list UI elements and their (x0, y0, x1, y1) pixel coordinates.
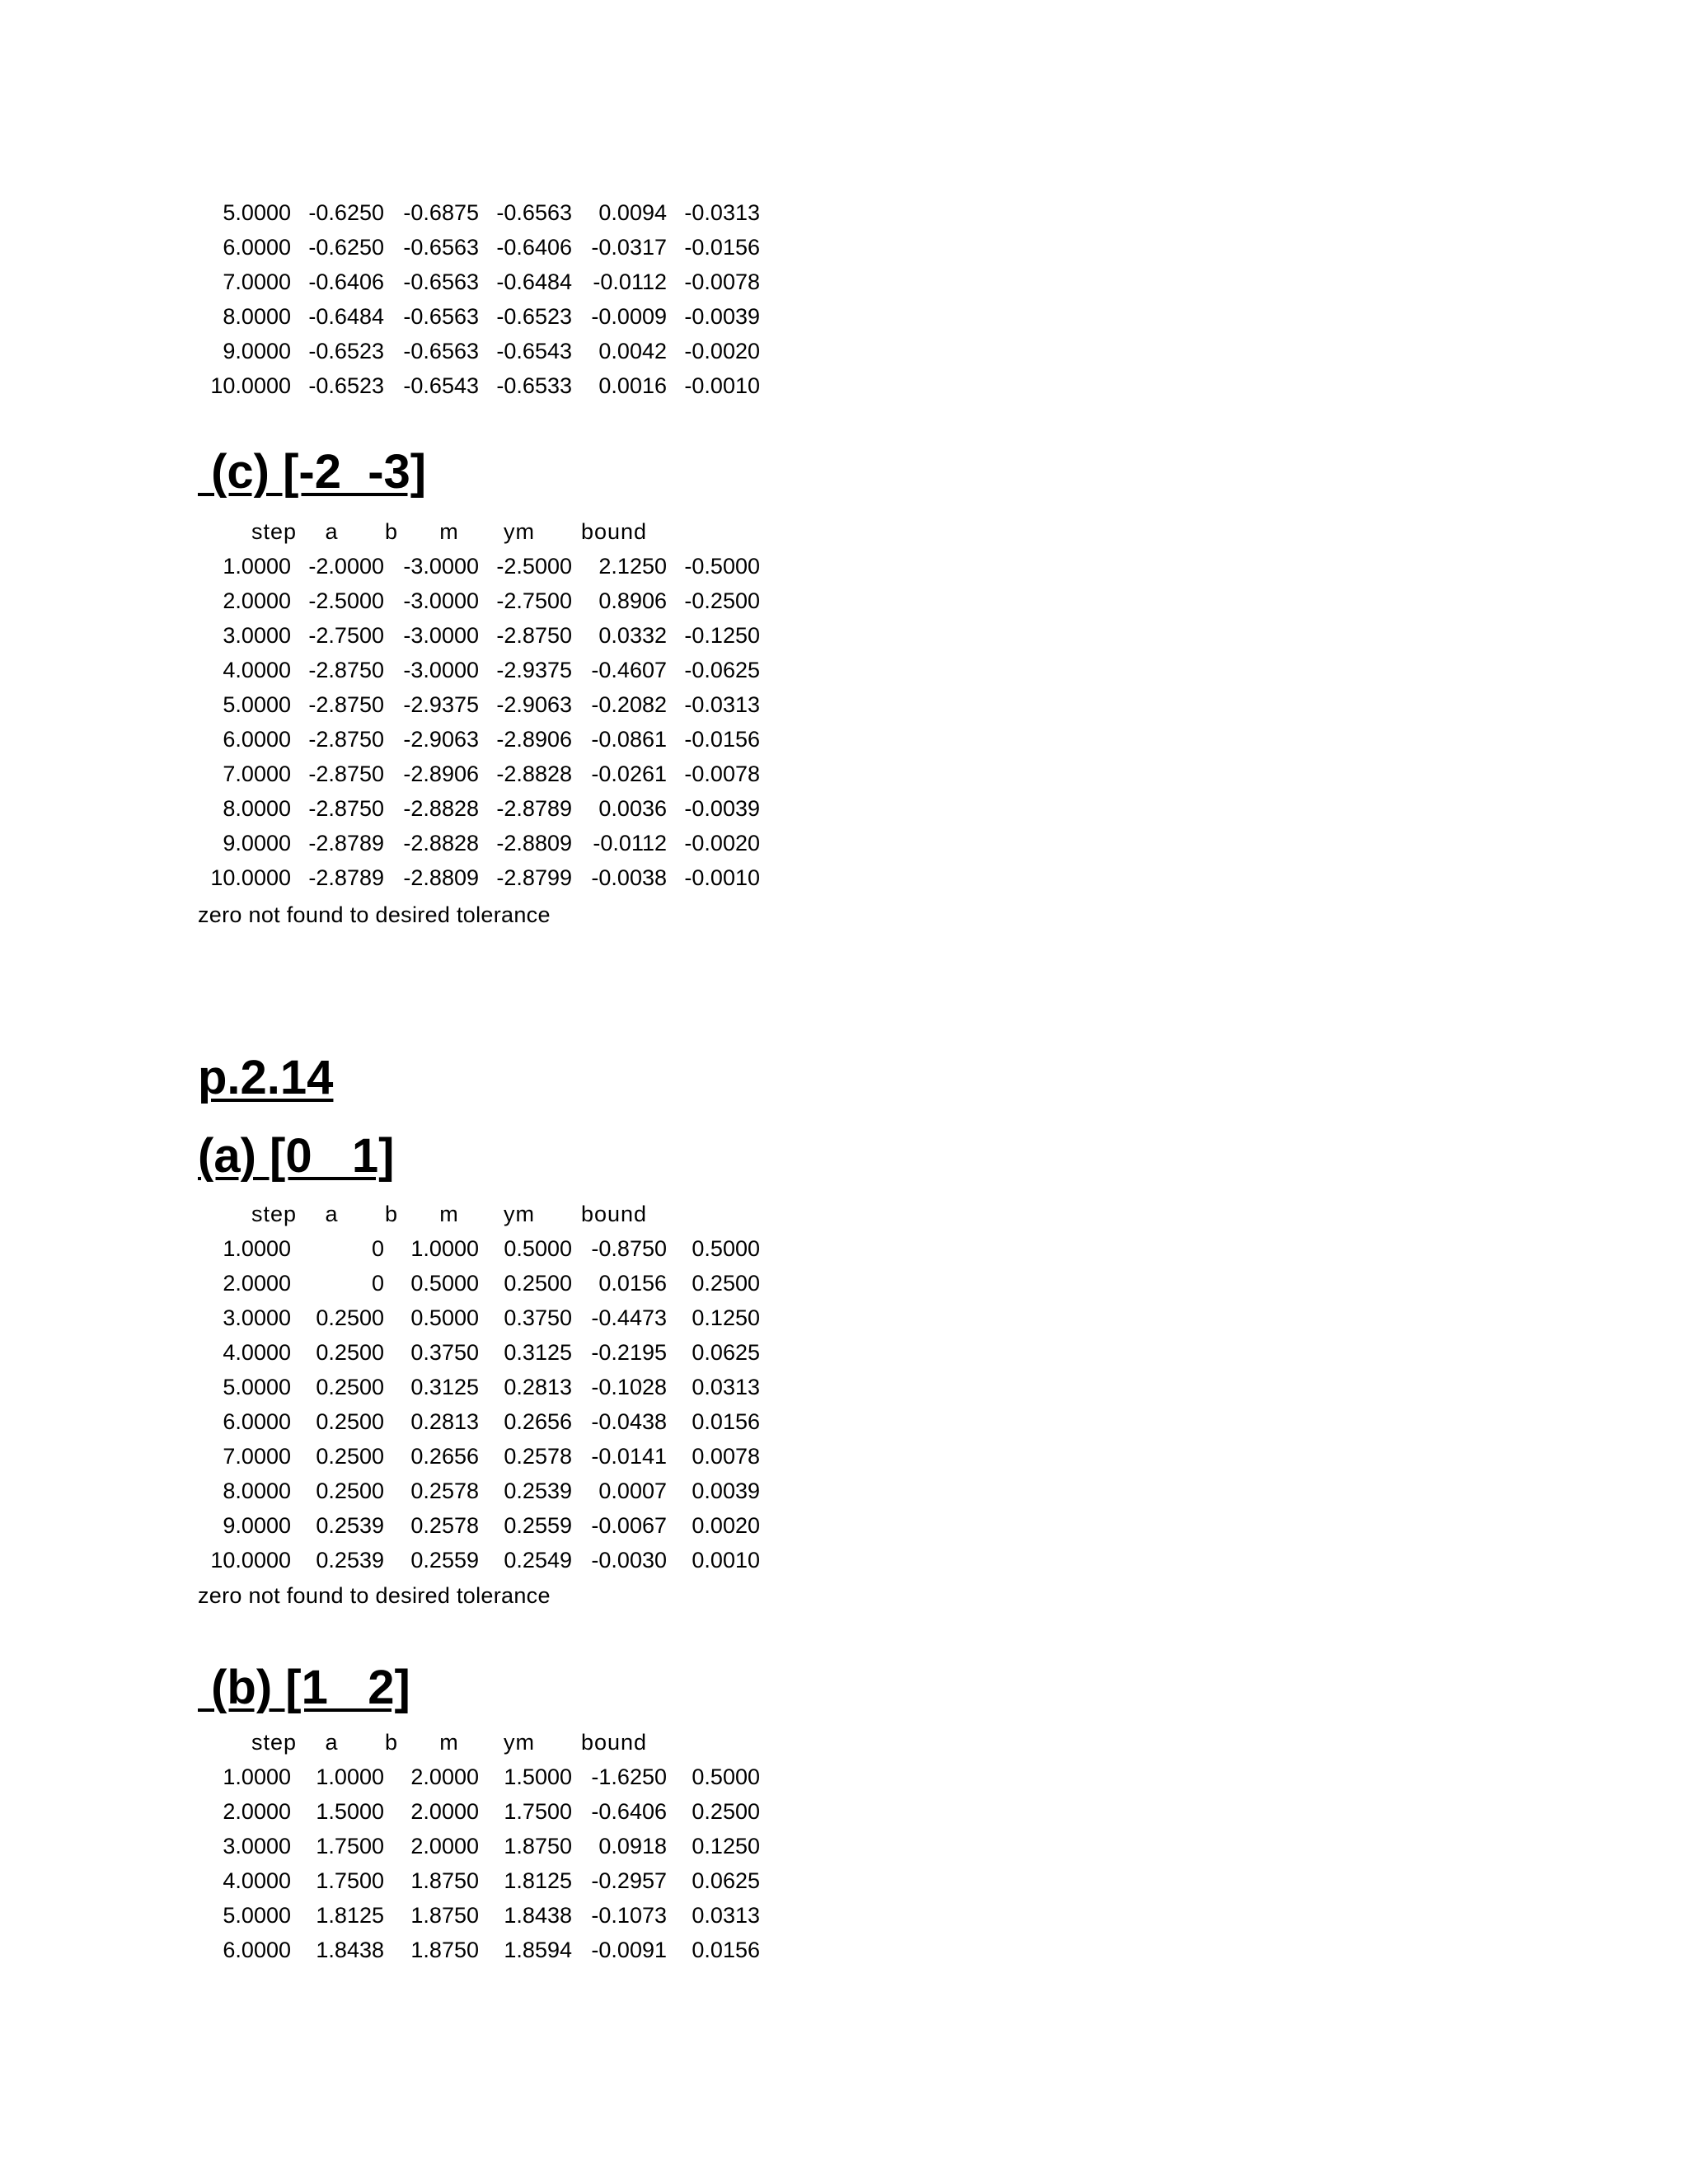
table-row (198, 1794, 760, 1829)
table-cell-m: 0.2500 (504, 1271, 572, 1296)
table-row (198, 1829, 760, 1863)
table-cell-a: -2.8789 (308, 865, 384, 890)
table-cell-a: -0.6523 (308, 339, 384, 363)
table-cell-bound: 0.1250 (692, 1305, 760, 1330)
table-row (198, 618, 760, 653)
table-cell-a: -0.6250 (308, 235, 384, 260)
column-header-m: m (439, 1730, 459, 1755)
column-header-m: m (439, 1202, 459, 1226)
table-cell-bound: 0.0010 (692, 1548, 760, 1572)
table-cell-a: 1.0000 (316, 1765, 384, 1789)
table-cell-b: -3.0000 (403, 588, 479, 613)
table-cell-step: 10.0000 (210, 373, 291, 398)
table-cell-ym: 0.0007 (598, 1479, 667, 1503)
table-cell-m: -0.6484 (496, 269, 572, 294)
table-cell-step: 7.0000 (223, 1444, 291, 1469)
table-row (198, 1863, 760, 1898)
table-cell-step: 3.0000 (223, 1305, 291, 1330)
table-cell-bound: 0.0078 (692, 1444, 760, 1469)
table-cell-ym: 0.0332 (598, 623, 667, 648)
table-row (198, 1266, 760, 1301)
table-cell-ym: -0.2957 (591, 1868, 667, 1893)
column-header-ym: ym (504, 1730, 535, 1755)
table-cell-step: 1.0000 (223, 1236, 291, 1261)
table-cell-m: -2.5000 (496, 554, 572, 579)
table-row (198, 368, 760, 403)
table-cell-m: 0.3125 (504, 1340, 572, 1365)
table-cell-m: 1.8594 (504, 1938, 572, 1962)
table-cell-ym: -0.0067 (591, 1513, 667, 1538)
table-cell-b: -2.9063 (403, 727, 479, 752)
table-cell-bound: -0.0078 (684, 762, 760, 786)
table-cell-a: 0.2500 (316, 1444, 384, 1469)
column-header-b: b (384, 1202, 399, 1226)
table-a (198, 1197, 760, 1577)
table-cell-bound: -0.0020 (684, 339, 760, 363)
table-cell-ym: -0.6406 (591, 1799, 667, 1824)
table-row (198, 1474, 760, 1508)
table-cell-m: 0.2539 (504, 1479, 572, 1503)
table-cell-bound: 0.0020 (692, 1513, 760, 1538)
table-row (198, 757, 760, 791)
heading-a: (a) [0 1] (198, 1129, 395, 1183)
table-cell-m: -0.6406 (496, 235, 572, 260)
table-cell-a: -2.8750 (308, 658, 384, 682)
table-cell-bound: 0.0313 (692, 1903, 760, 1928)
table-cell-step: 3.0000 (223, 1834, 291, 1858)
table-cell-step: 8.0000 (223, 1479, 291, 1503)
table-cell-ym: -0.0112 (593, 269, 667, 294)
table-cell-m: -2.9375 (496, 658, 572, 682)
note-a: zero not found to desired tolerance (198, 1583, 551, 1608)
table-cell-ym: -0.0861 (591, 727, 667, 752)
table-cell-bound: 0.5000 (692, 1236, 760, 1261)
table-cell-a: -2.8750 (308, 692, 384, 717)
table-cell-bound: -0.0156 (684, 235, 760, 260)
table-cell-ym: -0.2195 (591, 1340, 667, 1365)
table-cell-b: -2.8809 (403, 865, 479, 890)
table-cell-b: -2.8906 (403, 762, 479, 786)
table-cell-m: 0.2578 (504, 1444, 572, 1469)
table-row (198, 1898, 760, 1933)
table-cell-step: 6.0000 (223, 235, 291, 260)
table-cell-ym: 0.0016 (598, 373, 667, 398)
table-cell-b: 0.2559 (410, 1548, 479, 1572)
table-row (198, 1404, 760, 1439)
table-cell-m: 0.2656 (504, 1409, 572, 1434)
table-cell-b: 0.2813 (410, 1409, 479, 1434)
table-cell-a: -2.8750 (308, 762, 384, 786)
table-row (198, 1231, 760, 1266)
table-cell-bound: -0.0010 (684, 865, 760, 890)
table-cell-m: -2.9063 (496, 692, 572, 717)
table-cell-m: -0.6533 (496, 373, 572, 398)
table-cell-b: 2.0000 (410, 1799, 479, 1824)
table-cell-b: -0.6563 (403, 339, 479, 363)
table-cell-ym: -0.0112 (593, 831, 667, 855)
table-cell-m: 0.5000 (504, 1236, 572, 1261)
table-cell-a: 0.2500 (316, 1305, 384, 1330)
table-cell-m: -0.6543 (496, 339, 572, 363)
table-cell-b: -3.0000 (403, 623, 479, 648)
heading-c: (c) [-2 -3] (198, 445, 427, 499)
table-cell-ym: -0.0261 (591, 762, 667, 786)
table-cell-a: 1.7500 (316, 1834, 384, 1858)
table-cell-bound: 0.2500 (692, 1271, 760, 1296)
table-cell-a: -0.6406 (308, 269, 384, 294)
table-cell-b: 0.2656 (410, 1444, 479, 1469)
column-header-ym: ym (504, 519, 535, 544)
table-cell-m: -2.8906 (496, 727, 572, 752)
table-cell-m: -2.7500 (496, 588, 572, 613)
table-cell-b: 0.3750 (410, 1340, 479, 1365)
table-cell-bound: 0.0156 (692, 1938, 760, 1962)
note-c: zero not found to desired tolerance (198, 902, 551, 927)
table-cell-b: 0.3125 (410, 1375, 479, 1399)
table-cell-step: 10.0000 (210, 1548, 291, 1572)
table-row (198, 549, 760, 583)
column-header-a: a (325, 1730, 339, 1755)
column-header-a: a (325, 1202, 339, 1226)
table-cell-a: -2.5000 (308, 588, 384, 613)
column-header-step: step (251, 1730, 297, 1755)
column-header-bound: bound (580, 1730, 648, 1755)
table-cell-bound: -0.5000 (684, 554, 760, 579)
table-cell-ym: -0.0438 (591, 1409, 667, 1434)
table-cell-b: 1.0000 (410, 1236, 479, 1261)
column-header-a: a (325, 519, 339, 544)
table-cell-step: 6.0000 (223, 727, 291, 752)
table-cell-bound: 0.2500 (692, 1799, 760, 1824)
table-cell-a: 0.2539 (316, 1548, 384, 1572)
table-cell-b: -2.8828 (403, 831, 479, 855)
table-cell-step: 9.0000 (223, 1513, 291, 1538)
table-cell-step: 5.0000 (223, 1375, 291, 1399)
table-cell-m: -2.8789 (496, 796, 572, 821)
table-cell-step: 5.0000 (223, 200, 291, 225)
table-cell-a: -2.8750 (308, 727, 384, 752)
column-header-m: m (439, 519, 459, 544)
table-cell-ym: -0.1073 (591, 1903, 667, 1928)
table-cell-bound: 0.0625 (692, 1868, 760, 1893)
table-cell-m: -0.6563 (496, 200, 572, 225)
table-cell-m: -2.8809 (496, 831, 572, 855)
table-cell-step: 8.0000 (223, 796, 291, 821)
table-cell-ym: 0.8906 (598, 588, 667, 613)
table-cell-a: -2.8789 (308, 831, 384, 855)
table-cell-step: 5.0000 (223, 1903, 291, 1928)
table-cell-ym: 0.0094 (598, 200, 667, 225)
table-row (198, 1543, 760, 1577)
table-cell-a: 0 (371, 1236, 384, 1261)
table-cell-b: -0.6563 (403, 304, 479, 329)
table-cell-b: -0.6563 (403, 269, 479, 294)
table-row (198, 826, 760, 860)
table-cell-m: 1.5000 (504, 1765, 572, 1789)
table-cell-step: 4.0000 (223, 1868, 291, 1893)
table-cell-a: 0.2500 (316, 1340, 384, 1365)
column-header-bound: bound (580, 519, 648, 544)
table-cell-bound: -0.0156 (684, 727, 760, 752)
table-cell-m: -2.8828 (496, 762, 572, 786)
table-row (198, 1508, 760, 1543)
table-cell-ym: 2.1250 (598, 554, 667, 579)
table-cell-b: -2.9375 (403, 692, 479, 717)
table-cell-a: 1.5000 (316, 1799, 384, 1824)
table-cell-step: 3.0000 (223, 623, 291, 648)
table-cell-m: 0.2549 (504, 1548, 572, 1572)
table-cell-ym: 0.0156 (598, 1271, 667, 1296)
table-cell-step: 1.0000 (223, 554, 291, 579)
table-row (198, 1439, 760, 1474)
table-cell-b: 2.0000 (410, 1834, 479, 1858)
table-cell-ym: -0.0030 (591, 1548, 667, 1572)
table-row (198, 791, 760, 826)
table-cell-step: 4.0000 (223, 1340, 291, 1365)
table-cell-step: 9.0000 (223, 339, 291, 363)
table-cell-m: 0.3750 (504, 1305, 572, 1330)
table-cell-b: 0.2578 (410, 1479, 479, 1503)
table-cell-bound: -0.0039 (684, 796, 760, 821)
table-cell-m: -0.6523 (496, 304, 572, 329)
table-cell-bound: -0.0039 (684, 304, 760, 329)
table-cell-b: -3.0000 (403, 554, 479, 579)
table-cell-ym: 0.0918 (598, 1834, 667, 1858)
column-header-bound: bound (580, 1202, 648, 1226)
column-header-step: step (251, 1202, 297, 1226)
table-cell-ym: -0.0141 (591, 1444, 667, 1469)
table-cell-b: 0.5000 (410, 1271, 479, 1296)
table-cell-bound: -0.0313 (684, 692, 760, 717)
table-cell-step: 7.0000 (223, 762, 291, 786)
table-cell-ym: -0.4473 (591, 1305, 667, 1330)
table-cell-a: 0 (371, 1271, 384, 1296)
table-cell-a: -0.6523 (308, 373, 384, 398)
heading-p214: p.2.14 (198, 1051, 334, 1104)
table-cell-bound: 0.0039 (692, 1479, 760, 1503)
table-row (198, 860, 760, 895)
table-row (198, 265, 760, 299)
table-cell-a: -0.6250 (308, 200, 384, 225)
table-cell-m: 0.2559 (504, 1513, 572, 1538)
table-cell-bound: -0.0625 (684, 658, 760, 682)
column-header-step: step (251, 519, 297, 544)
table-cell-a: -0.6484 (308, 304, 384, 329)
table-cell-step: 6.0000 (223, 1409, 291, 1434)
table-cell-a: 0.2500 (316, 1409, 384, 1434)
table-cell-ym: -0.0038 (591, 865, 667, 890)
table-b (198, 1725, 760, 1967)
table-cell-b: -0.6875 (403, 200, 479, 225)
table-cell-ym: -0.2082 (591, 692, 667, 717)
table-cell-step: 2.0000 (223, 588, 291, 613)
table-cell-ym: 0.0036 (598, 796, 667, 821)
table-row (198, 195, 760, 230)
table-cell-step: 2.0000 (223, 1799, 291, 1824)
table-cell-a: 1.7500 (316, 1868, 384, 1893)
table-cell-b: 1.8750 (410, 1938, 479, 1962)
table-cell-step: 6.0000 (223, 1938, 291, 1962)
table-row (198, 334, 760, 368)
table-cell-bound: 0.0625 (692, 1340, 760, 1365)
table-cell-m: -2.8799 (496, 865, 572, 890)
heading-b: (b) [1 2] (198, 1661, 410, 1714)
table-cell-b: 1.8750 (410, 1903, 479, 1928)
table-cell-b: -0.6543 (403, 373, 479, 398)
table-cell-a: 1.8125 (316, 1903, 384, 1928)
table-cell-step: 10.0000 (210, 865, 291, 890)
table-cell-a: 0.2500 (316, 1375, 384, 1399)
table-c (198, 514, 760, 895)
table-cell-step: 4.0000 (223, 658, 291, 682)
table-row (198, 1370, 760, 1404)
table-row (198, 653, 760, 687)
table-cell-bound: -0.2500 (684, 588, 760, 613)
table-cell-a: 0.2500 (316, 1479, 384, 1503)
table-cell-bound: 0.1250 (692, 1834, 760, 1858)
table-cell-a: 1.8438 (316, 1938, 384, 1962)
table-cell-ym: -0.0317 (591, 235, 667, 260)
table-cell-step: 9.0000 (223, 831, 291, 855)
table-cell-m: 1.8750 (504, 1834, 572, 1858)
table-cell-m: 1.8438 (504, 1903, 572, 1928)
table-cell-bound: -0.0020 (684, 831, 760, 855)
table-cell-ym: -0.1028 (591, 1375, 667, 1399)
table-cell-m: 1.7500 (504, 1799, 572, 1824)
table-cell-b: 1.8750 (410, 1868, 479, 1893)
table-top (198, 195, 760, 403)
table-cell-m: 0.2813 (504, 1375, 572, 1399)
table-cell-bound: 0.5000 (692, 1765, 760, 1789)
table-row (198, 1933, 760, 1967)
table-row (198, 583, 760, 618)
table-header-row (198, 514, 760, 549)
column-header-b: b (384, 519, 399, 544)
column-header-ym: ym (504, 1202, 535, 1226)
table-cell-ym: 0.0042 (598, 339, 667, 363)
table-cell-step: 2.0000 (223, 1271, 291, 1296)
table-cell-a: -2.8750 (308, 796, 384, 821)
table-cell-bound: -0.0010 (684, 373, 760, 398)
table-cell-ym: -0.4607 (591, 658, 667, 682)
table-cell-ym: -0.0009 (591, 304, 667, 329)
table-cell-bound: 0.0156 (692, 1409, 760, 1434)
table-header-row (198, 1725, 760, 1760)
table-row (198, 1301, 760, 1335)
table-row (198, 230, 760, 265)
table-cell-step: 1.0000 (223, 1765, 291, 1789)
table-cell-bound: -0.1250 (684, 623, 760, 648)
table-cell-step: 7.0000 (223, 269, 291, 294)
table-cell-b: -3.0000 (403, 658, 479, 682)
table-row (198, 299, 760, 334)
table-row (198, 687, 760, 722)
table-row (198, 1335, 760, 1370)
table-cell-b: 2.0000 (410, 1765, 479, 1789)
column-header-b: b (384, 1730, 399, 1755)
table-cell-ym: -0.0091 (591, 1938, 667, 1962)
table-cell-ym: -1.6250 (591, 1765, 667, 1789)
table-cell-a: 0.2539 (316, 1513, 384, 1538)
table-cell-a: -2.7500 (308, 623, 384, 648)
table-row (198, 1760, 760, 1794)
table-cell-bound: 0.0313 (692, 1375, 760, 1399)
table-cell-bound: -0.0078 (684, 269, 760, 294)
table-cell-b: 0.2578 (410, 1513, 479, 1538)
table-cell-step: 8.0000 (223, 304, 291, 329)
table-cell-b: -0.6563 (403, 235, 479, 260)
table-cell-b: -2.8828 (403, 796, 479, 821)
table-cell-ym: -0.8750 (591, 1236, 667, 1261)
table-cell-b: 0.5000 (410, 1305, 479, 1330)
table-cell-step: 5.0000 (223, 692, 291, 717)
table-cell-a: -2.0000 (308, 554, 384, 579)
table-row (198, 722, 760, 757)
table-cell-m: 1.8125 (504, 1868, 572, 1893)
table-header-row (198, 1197, 760, 1231)
table-cell-m: -2.8750 (496, 623, 572, 648)
table-cell-bound: -0.0313 (684, 200, 760, 225)
